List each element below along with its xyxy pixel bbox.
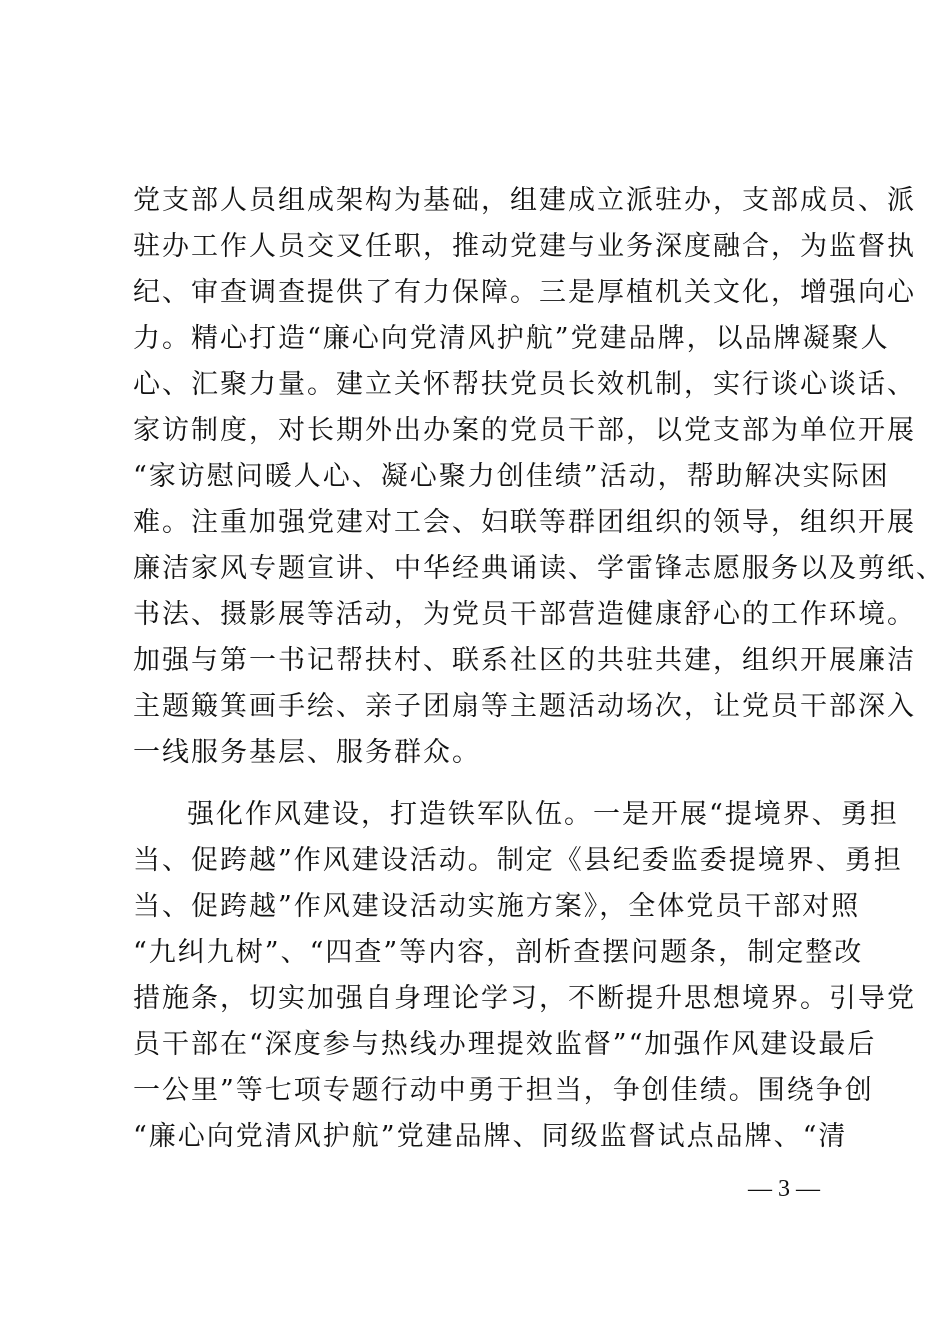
paragraph-spacing xyxy=(133,776,833,792)
text-line: 措施条，切实加强自身理论学习，不断提升思想境界。引导党 xyxy=(133,983,916,1014)
body-text xyxy=(133,178,945,1160)
paragraph-2 xyxy=(133,792,916,1160)
text-line: 当、促跨越”作风建设活动实施方案》，全体党员干部对照 xyxy=(133,891,861,922)
text-line: 加强与第一书记帮扶村、联系社区的共驻共建，组织开展廉洁 xyxy=(133,645,916,676)
text-line: 当、促跨越”作风建设活动。制定《县纪委监委提境界、勇担 xyxy=(133,845,903,876)
text-line: 廉洁家风专题宣讲、中华经典诵读、学雷锋志愿服务以及剪纸、 xyxy=(133,553,945,584)
text-line: 家访制度，对长期外出办案的党员干部，以党支部为单位开展 xyxy=(133,415,916,446)
text-line: 纪、审查调查提供了有力保障。三是厚植机关文化，增强向心 xyxy=(133,277,916,308)
text-line: “九纠九树”、“四查”等内容，剖析查摆问题条，制定整改 xyxy=(133,937,864,968)
text-line: 书法、摄影展等活动，为党员干部营造健康舒心的工作环境。 xyxy=(133,599,916,630)
text-line: 党支部人员组成架构为基础，组建成立派驻办，支部成员、派 xyxy=(133,185,916,216)
text-line: 强化作风建设，打造铁军队伍。一是开展“提境界、勇担 xyxy=(187,799,899,830)
text-line: 难。注重加强党建对工会、妇联等群团组织的领导，组织开展 xyxy=(133,507,916,538)
text-line: 主题簸箕画手绘、亲子团扇等主题活动场次，让党员干部深入 xyxy=(133,691,916,722)
text-line: 力。精心打造“廉心向党清风护航”党建品牌，以品牌凝聚人 xyxy=(133,323,890,354)
page-number: — 3 — xyxy=(748,1176,820,1202)
text-line: 员干部在“深度参与热线办理提效监督”“加强作风建设最后 xyxy=(133,1029,877,1060)
text-line: 一公里”等七项专题行动中勇于担当，争创佳绩。围绕争创 xyxy=(133,1075,874,1106)
text-line: 心、汇聚力量。建立关怀帮扶党员长效机制，实行谈心谈话、 xyxy=(133,369,916,400)
text-line: “廉心向党清风护航”党建品牌、同级监督试点品牌、“清 xyxy=(133,1121,848,1152)
text-line: 驻办工作人员交叉任职，推动党建与业务深度融合，为监督执 xyxy=(133,231,916,262)
text-line: 一线服务基层、服务群众。 xyxy=(133,737,481,768)
text-line: “家访慰问暖人心、凝心聚力创佳绩”活动，帮助解决实际困 xyxy=(133,461,890,492)
paragraph-1 xyxy=(133,178,945,776)
